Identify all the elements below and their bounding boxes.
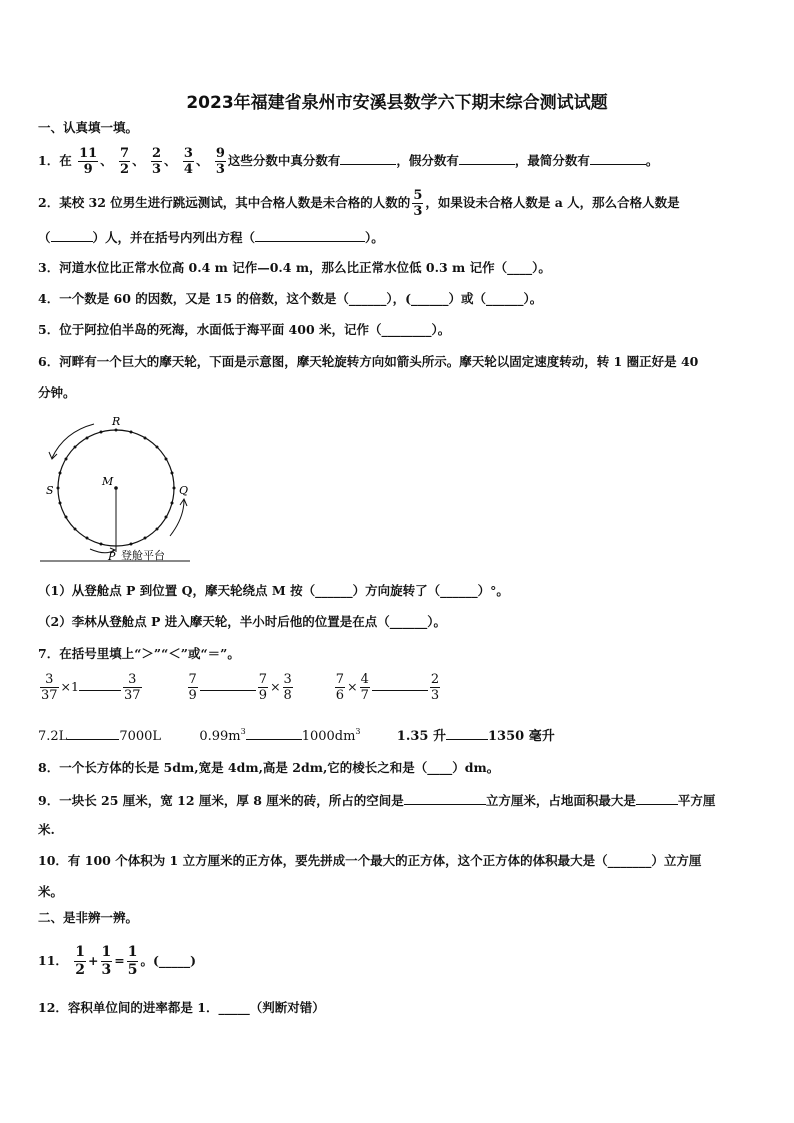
q2-fraction: $\frac{5}{3}$: [413, 188, 423, 219]
question-6-sub-1: （1）从登舱点 P 到位置 Q，摩天轮绕点 M 按（______）方向旋转了（______）°。: [38, 583, 509, 598]
right-arrow-arc: [170, 500, 184, 536]
q7-e2-frac-b: $\frac{7}{9}$: [258, 672, 268, 703]
question-6-line-1: 6．河畔有一个巨大的摩天轮，下面是示意图，摩天轮旋转方向如箭头所示。摩天轮以固定速度转动，转 1 圈正好是 40: [38, 354, 699, 369]
q7-e1-frac-a: $\frac{3}{37}$: [41, 672, 58, 703]
question-7-row-2: 7.2L 7000L $0.99m^3$ $1000dm^3$ 1.35 升 1350 毫升: [38, 727, 555, 744]
q1-fraction-4: $\frac{3}{4}$: [183, 146, 193, 177]
question-6-sub-2: （2）李林从登舱点 P 进入摩天轮，半小时后他的位置是在点（______）。: [38, 614, 447, 629]
question-11: 11． $\frac{1}{2}$ + $\frac{1}{3}$ = $\frac{1}{5}$ 。(_____): [38, 944, 197, 978]
q7-e1-frac-b: $\frac{3}{37}$: [123, 672, 141, 703]
section-heading-1: 一、认真填一填。: [38, 120, 139, 135]
question-10-line-1: 10．有 100 个体积为 1 立方厘米的正方体，要先拼成一个最大的正方体，这个正方体的体积最大是（_______）立方厘: [38, 853, 702, 868]
q7-r2-value-f: 1350 毫升: [488, 729, 555, 744]
q1-fraction-2: $\frac{7}{2}$: [120, 146, 130, 177]
q9-blank-1[interactable]: [404, 792, 486, 805]
q1-fraction-1: $\frac{11}{9}$: [79, 146, 98, 177]
question-5: 5．位于阿拉伯半岛的死海，水面低于海平面 400 米，记作（________）。: [38, 322, 451, 337]
question-4: 4．一个数是 60 的因数，又是 15 的倍数，这个数是（______），(______）或（______）。: [38, 291, 543, 306]
q2-text-3: ）人，并在括号内列出方程（: [92, 230, 256, 245]
q7-blank-4[interactable]: [67, 727, 119, 740]
question-2-line-1: [38, 188, 680, 219]
question-7: 7．在括号里填上“＞”“＜”或“＝”。: [38, 646, 240, 661]
q7-e3-frac-a: $\frac{7}{6}$: [335, 672, 345, 703]
label-m: M: [102, 475, 114, 488]
label-s: S: [46, 484, 54, 497]
q1-fraction-3: $\frac{2}{3}$: [151, 146, 162, 177]
question-2-line-2: （ ）人，并在括号内列出方程（ ）。: [38, 230, 384, 245]
label-q: Q: [179, 484, 189, 497]
top-left-arrow-arc: [52, 424, 94, 458]
q7-r2-value-d: 1000dm: [301, 729, 356, 744]
q7-e3-frac-b: $\frac{4}{7}$: [360, 672, 369, 703]
page-title: 2023年福建省泉州市安溪县数学六下期末综合测试试题: [186, 93, 608, 113]
section-heading-2: 二、是非辨一辨。: [38, 910, 139, 925]
q1-prefix: 在: [59, 153, 72, 168]
question-10-line-2: 米。: [38, 884, 64, 899]
q7-blank-1[interactable]: [79, 678, 121, 691]
question-9-line-2: 米.: [38, 822, 55, 837]
q11-fraction-3: $\frac{1}{5}$: [127, 944, 138, 978]
label-r: R: [112, 415, 121, 428]
q9-blank-2[interactable]: [636, 792, 678, 805]
q7-blank-5[interactable]: [246, 727, 302, 740]
q2-blank-1[interactable]: [51, 229, 93, 242]
q2-text-2: ，如果设未合格人数是 a 人，那么合格人数是: [425, 195, 680, 210]
q7-r2-value-a: 7.2L: [38, 729, 68, 744]
q9-text-3: 平方厘: [677, 793, 716, 808]
q7-blank-2[interactable]: [200, 678, 256, 691]
q1-blank-3[interactable]: [590, 152, 646, 165]
q1-blank-1[interactable]: [340, 152, 396, 165]
q11-answer-blank[interactable]: 。(_____): [140, 953, 197, 968]
question-1: 1．在 $\frac{11}{9}$ 、 $\frac{7}{2}$ 、 $\frac{2}{3}$ 、 $\frac{3}{4}$ 、 $\frac{9}{3}$ 这些分数中真分数有 ，假分数有 ，最简分数有 。: [38, 146, 659, 177]
q7-e2-frac-c: $\frac{3}{8}$: [283, 672, 292, 703]
q11-fraction-1: $\frac{1}{2}$: [75, 944, 86, 978]
q1-text-2: ，假分数有: [396, 153, 459, 168]
q7-r2-value-c: 0.99m: [199, 729, 241, 744]
q7-e3-frac-c: $\frac{2}{3}$: [430, 672, 440, 703]
q1-fraction-5: $\frac{9}{3}$: [215, 146, 225, 177]
question-12: 12．容积单位间的进率都是 1．_____（判断对错）: [38, 1000, 325, 1015]
q1-text-1: 这些分数中真分数有: [227, 153, 341, 168]
ferris-wheel-figure: [36, 410, 206, 568]
question-3: 3．河道水位比正常水位高 0.4 m 记作—0.4 m，那么比正常水位低 0.3 m 记作（____）。: [38, 260, 551, 275]
question-9-line-1: [38, 792, 715, 809]
q7-e2-frac-a: $\frac{7}{9}$: [188, 672, 197, 703]
q7-blank-6[interactable]: [446, 727, 488, 740]
q1-number: 1．: [38, 153, 60, 168]
q1-blank-2[interactable]: [459, 152, 515, 165]
question-6-line-2: 分钟。: [38, 385, 76, 400]
q11-fraction-2: $\frac{1}{3}$: [101, 944, 112, 978]
q1-text-3: ，最简分数有: [514, 153, 590, 168]
label-platform: 登舱平台: [121, 549, 165, 562]
q9-text-1: 9．一块长 25 厘米，宽 12 厘米，厚 8 厘米的砖，所占的空间是: [38, 793, 404, 808]
q7-blank-3[interactable]: [372, 678, 428, 691]
question-8: 8．一个长方体的长是 5dm,宽是 4dm,高是 2dm,它的棱长之和是（____）dm。: [38, 760, 500, 775]
question-7-row-1: $\frac{3}{37}$ ×1 $\frac{3}{37}$ $\frac{7}{9}$ $\frac{7}{9}$ × $\frac{3}{8}$ $\frac{7}{6}$ × $\frac{4}{7}$ $\frac{2}{3}$: [41, 672, 440, 703]
q9-text-2: 立方厘米，占地面积最大是: [485, 793, 636, 808]
q7-r2-value-e: 1.35 升: [396, 729, 446, 744]
q11-number: 11．: [38, 953, 68, 968]
q7-r2-value-b: 7000L: [119, 729, 162, 744]
q2-text-1: 2．某校 32 位男生进行跳远测试，其中合格人数是未合格的人数的: [38, 195, 411, 210]
q2-blank-2[interactable]: [255, 229, 365, 242]
label-p: P: [108, 550, 116, 563]
